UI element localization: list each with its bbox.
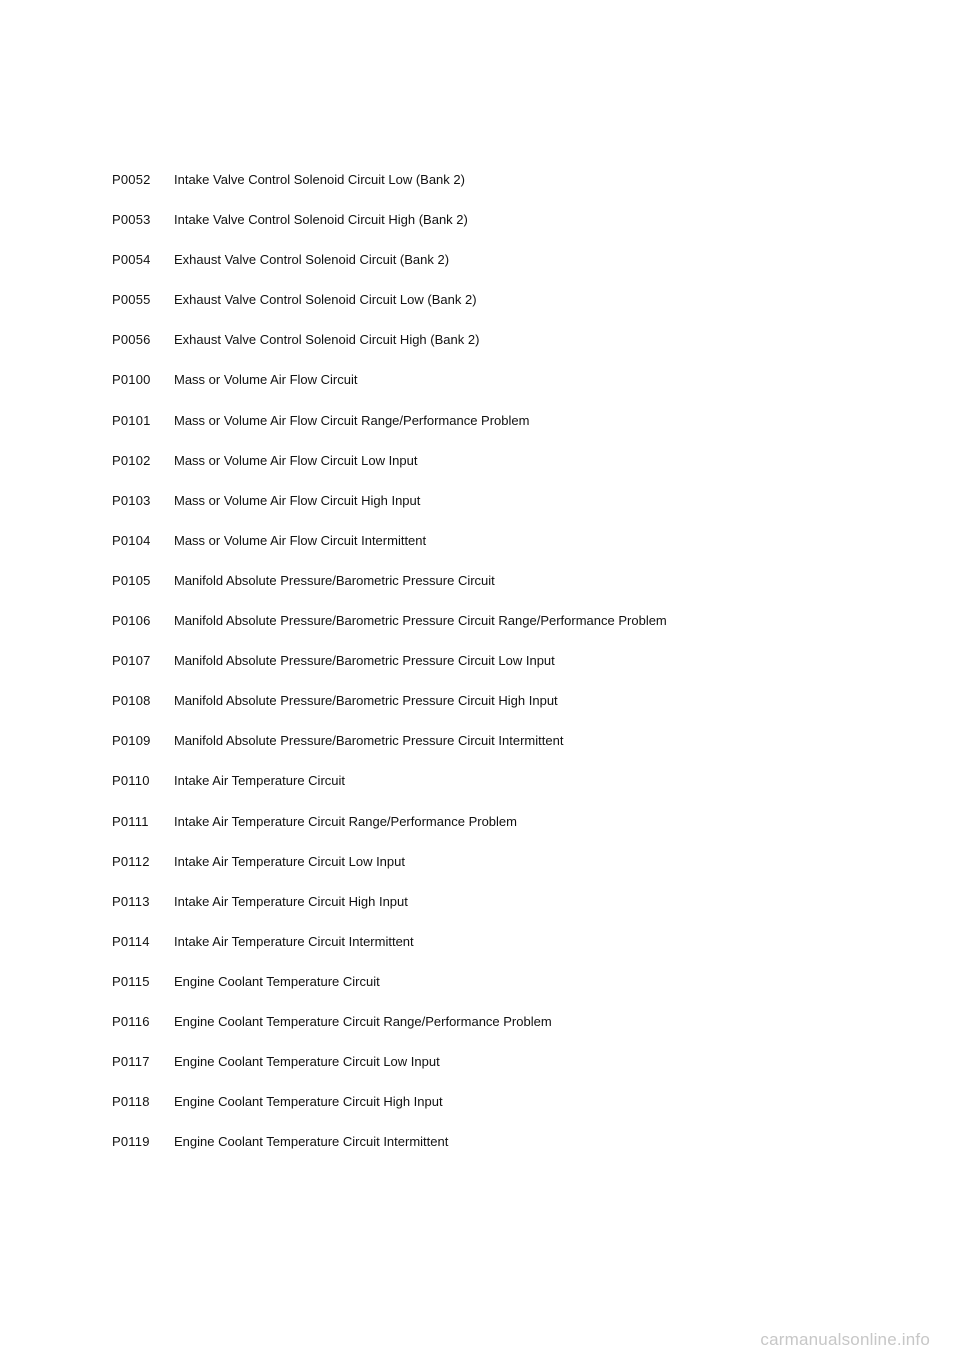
dtc-code: P0118	[112, 1094, 150, 1110]
dtc-code: P0055	[112, 292, 151, 308]
dtc-code: P0111	[112, 813, 149, 829]
dtc-row	[112, 290, 912, 330]
dtc-description: Manifold Absolute Pressure/Barometric Pressure Circuit	[174, 572, 495, 588]
dtc-row	[112, 892, 912, 932]
dtc-description: Intake Air Temperature Circuit High Input	[174, 893, 408, 909]
dtc-row	[112, 1132, 912, 1172]
dtc-code: P0115	[112, 973, 150, 989]
dtc-code: P0100	[112, 372, 151, 388]
dtc-description: Intake Air Temperature Circuit Range/Performance Problem	[174, 813, 517, 829]
dtc-row	[112, 1092, 912, 1132]
dtc-row	[112, 972, 912, 1012]
dtc-row	[112, 531, 912, 571]
dtc-row	[112, 571, 912, 611]
dtc-row	[112, 330, 912, 370]
dtc-description: Mass or Volume Air Flow Circuit High Input	[174, 492, 421, 508]
dtc-row	[112, 370, 912, 410]
dtc-description: Mass or Volume Air Flow Circuit Low Input	[174, 452, 418, 468]
dtc-code: P0119	[112, 1134, 150, 1150]
dtc-description: Intake Valve Control Solenoid Circuit Low (Bank 2)	[174, 172, 465, 187]
dtc-code: P0117	[112, 1054, 150, 1070]
dtc-description: Engine Coolant Temperature Circuit Low Input	[174, 1054, 440, 1070]
dtc-description: Engine Coolant Temperature Circuit Intermittent	[174, 1134, 449, 1150]
dtc-code: P0105	[112, 572, 151, 588]
dtc-row	[112, 451, 912, 491]
dtc-row	[112, 852, 912, 892]
dtc-code: P0114	[112, 933, 150, 949]
dtc-code: P0054	[112, 252, 151, 268]
dtc-row	[112, 491, 912, 531]
dtc-row	[112, 1052, 912, 1092]
dtc-row	[112, 731, 912, 771]
site-watermark: carmanualsonline.info	[760, 1330, 930, 1349]
dtc-code: P0101	[112, 412, 151, 428]
dtc-code: P0110	[112, 773, 150, 789]
dtc-row	[112, 771, 912, 811]
dtc-description: Engine Coolant Temperature Circuit Range/Performance Problem	[174, 1013, 552, 1029]
dtc-description: Manifold Absolute Pressure/Barometric Pressure Circuit Low Input	[174, 653, 555, 669]
dtc-description: Intake Air Temperature Circuit Low Input	[174, 853, 405, 869]
dtc-row	[112, 210, 912, 250]
dtc-row	[112, 932, 912, 972]
dtc-code: P0052	[112, 172, 151, 187]
dtc-description: Intake Valve Control Solenoid Circuit High (Bank 2)	[174, 212, 468, 228]
dtc-description: Intake Air Temperature Circuit	[174, 773, 345, 789]
dtc-description: Engine Coolant Temperature Circuit	[174, 973, 380, 989]
dtc-row	[112, 411, 912, 451]
dtc-description: Intake Air Temperature Circuit Intermittent	[174, 933, 414, 949]
dtc-description: Manifold Absolute Pressure/Barometric Pressure Circuit Range/Performance Problem	[174, 613, 667, 629]
dtc-code: P0113	[112, 893, 150, 909]
dtc-description: Exhaust Valve Control Solenoid Circuit High (Bank 2)	[174, 332, 480, 348]
dtc-description: Exhaust Valve Control Solenoid Circuit Low (Bank 2)	[174, 292, 477, 308]
dtc-row	[112, 812, 912, 852]
dtc-code: P0104	[112, 532, 151, 548]
dtc-code: P0103	[112, 492, 151, 508]
dtc-code: P0053	[112, 212, 151, 228]
dtc-description: Mass or Volume Air Flow Circuit Range/Performance Problem	[174, 412, 530, 428]
dtc-code: P0116	[112, 1013, 150, 1029]
dtc-code-list	[112, 170, 912, 1172]
dtc-code: P0102	[112, 452, 151, 468]
dtc-code: P0108	[112, 693, 151, 709]
dtc-code: P0106	[112, 613, 151, 629]
dtc-description: Manifold Absolute Pressure/Barometric Pressure Circuit Intermittent	[174, 733, 564, 749]
dtc-description: Manifold Absolute Pressure/Barometric Pressure Circuit High Input	[174, 693, 558, 709]
dtc-row	[112, 170, 912, 210]
dtc-description: Exhaust Valve Control Solenoid Circuit (Bank 2)	[174, 252, 450, 268]
dtc-code: P0107	[112, 653, 151, 669]
dtc-description: Mass or Volume Air Flow Circuit	[174, 372, 358, 388]
dtc-row	[112, 250, 912, 290]
dtc-code: P0112	[112, 853, 150, 869]
dtc-description: Engine Coolant Temperature Circuit High Input	[174, 1094, 443, 1110]
dtc-row	[112, 611, 912, 651]
dtc-row	[112, 1012, 912, 1052]
dtc-code: P0109	[112, 733, 151, 749]
dtc-description: Mass or Volume Air Flow Circuit Intermittent	[174, 532, 427, 548]
dtc-code: P0056	[112, 332, 151, 348]
dtc-row	[112, 691, 912, 731]
dtc-row	[112, 651, 912, 691]
